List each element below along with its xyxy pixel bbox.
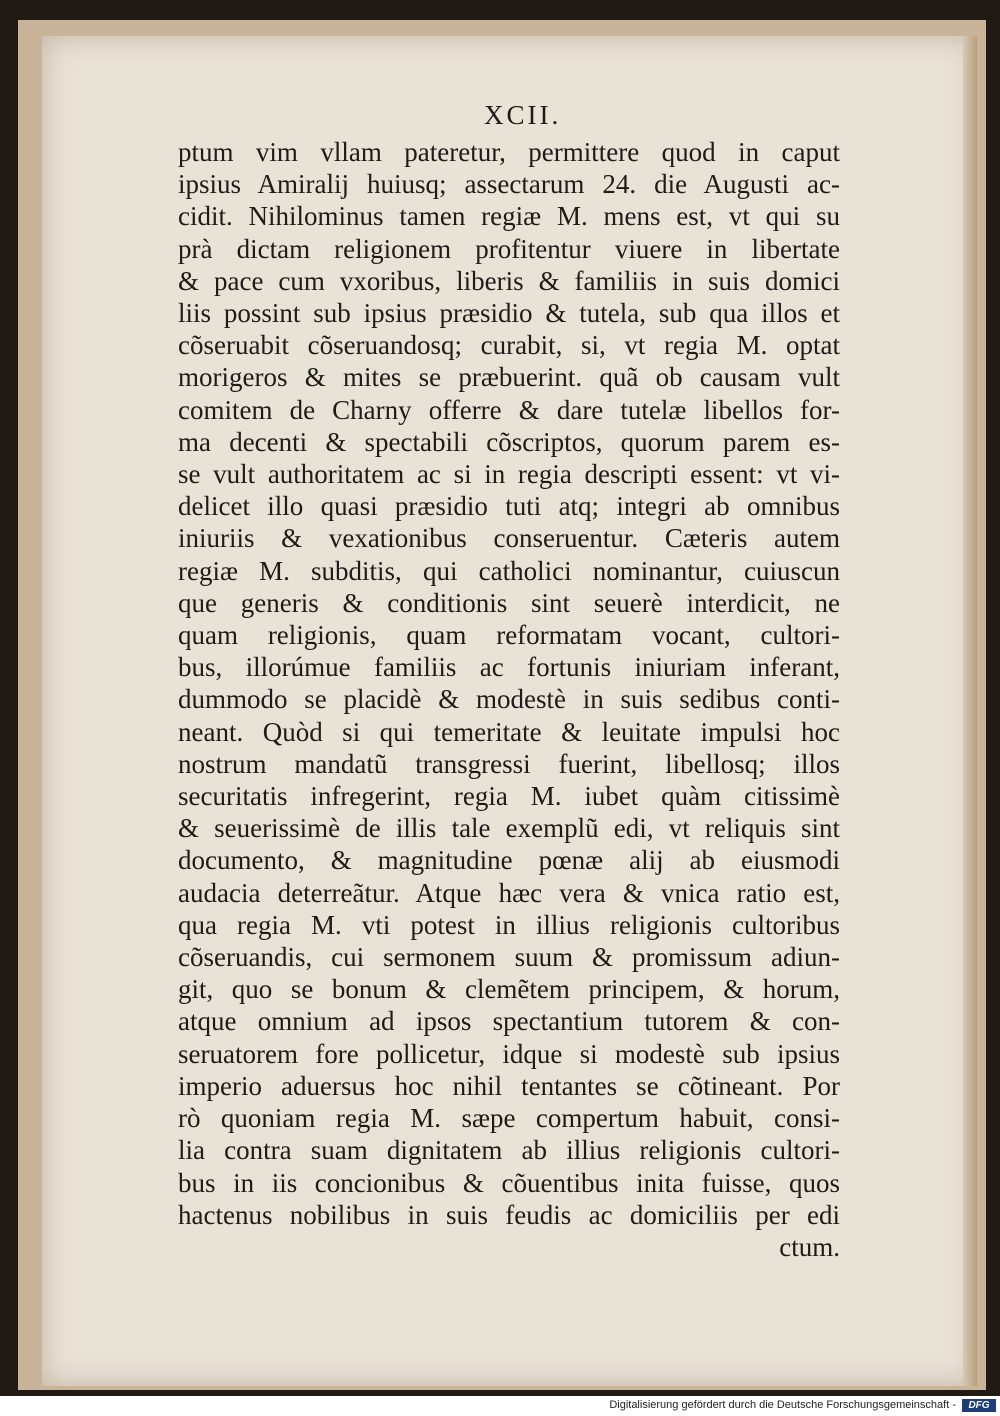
text-line: securitatis infregerint, regia M. iubet quàm citissimè <box>178 781 840 812</box>
catchword: ctum. <box>779 1231 840 1262</box>
text-line: bus, illorúmue familiis ac fortunis iniuriam inferant, <box>178 652 840 683</box>
text-line: & seuerissimè de illis tale exemplũ edi, vt reliquis sint <box>178 813 840 844</box>
text-line: rò quoniam regia M. sæpe compertum habuit, consi- <box>178 1103 840 1134</box>
text-line: que generis & conditionis sint seuerè interdicit, ne <box>178 587 840 618</box>
text-line: & pace cum vxoribus, liberis & familiis in suis domici <box>178 265 840 296</box>
text-line: liis possint sub ipsius præsidio & tutela, sub qua illos et <box>178 298 840 329</box>
text-line: git, quo se bonum & clemẽtem principem, & horum, <box>178 974 840 1005</box>
digitization-footer <box>0 1396 1000 1416</box>
text-line: morigeros & mites se præbuerint. quã ob causam vult <box>178 362 840 393</box>
text-line: seruatorem fore pollicetur, idque si modestè sub ipsius <box>178 1038 840 1069</box>
text-line: imperio aduersus hoc nihil tentantes se cõtineant. Por <box>178 1070 840 1101</box>
text-line: prà dictam religionem profitentur viuere in libertate <box>178 233 840 264</box>
body-text-block <box>178 136 840 1263</box>
text-line: lia contra suam dignitatem ab illius religionis cultori- <box>178 1135 840 1166</box>
text-line: iniuriis & vexationibus conseruentur. Cæteris autem <box>178 523 840 554</box>
text-line: dummodo se placidè & modestè in suis sedibus conti- <box>178 684 840 715</box>
funding-credit: Digitalisierung gefördert durch die Deutsche Forschungsgemeinschaft - <box>609 1399 956 1411</box>
text-line: cidit. Nihilominus tamen regiæ M. mens est, vt qui su <box>178 201 840 232</box>
text-line: neant. Quòd si qui temeritate & leuitate impulsi hoc <box>178 716 840 747</box>
text-line: qua regia M. vti potest in illius religionis cultoribus <box>178 909 840 940</box>
dfg-logo-icon: DFG <box>962 1399 996 1412</box>
text-line: ptum vim vllam pateretur, permittere quod in caput <box>178 137 840 167</box>
text-line: nostrum mandatũ transgressi fuerint, libellosq; illos <box>178 748 840 779</box>
text-line: hactenus nobilibus in suis feudis ac domiciliis per edi <box>178 1199 840 1230</box>
text-line: delicet illo quasi præsidio tuti atq; integri ab omnibus <box>178 491 840 522</box>
text-line: ipsius Amiralij huiusq; assectarum 24. die Augusti ac- <box>178 169 840 200</box>
text-line: comitem de Charny offerre & dare tutelæ libellos for- <box>178 394 840 425</box>
text-line: quam religionis, quam reformatam vocant, cultori- <box>178 620 840 651</box>
text-line: audacia deterreãtur. Atque hæc vera & vnica ratio est, <box>178 877 840 908</box>
text-line: se vult authoritatem ac si in regia descripti essent: vt vi- <box>178 459 840 490</box>
text-line: cõseruabit cõseruandosq; curabit, si, vt regia M. optat <box>178 330 840 361</box>
text-line: cõseruandis, cui sermonem suum & promissum adiun- <box>178 942 840 973</box>
page-folio-number: XCII. <box>484 100 562 130</box>
text-line: ma decenti & spectabili cõscriptos, quorum parem es- <box>178 426 840 457</box>
text-line: atque omnium ad ipsos spectantium tutorem & con- <box>178 1006 840 1037</box>
text-line: regiæ M. subditis, qui catholici nominantur, cuiuscun <box>178 555 840 586</box>
page-gutter-edge <box>963 36 977 1386</box>
text-line: documento, & magnitudine pœnæ alij ab eiusmodi <box>178 845 840 876</box>
text-line: bus in iis concionibus & cõuentibus inita fuisse, quos <box>178 1167 840 1198</box>
